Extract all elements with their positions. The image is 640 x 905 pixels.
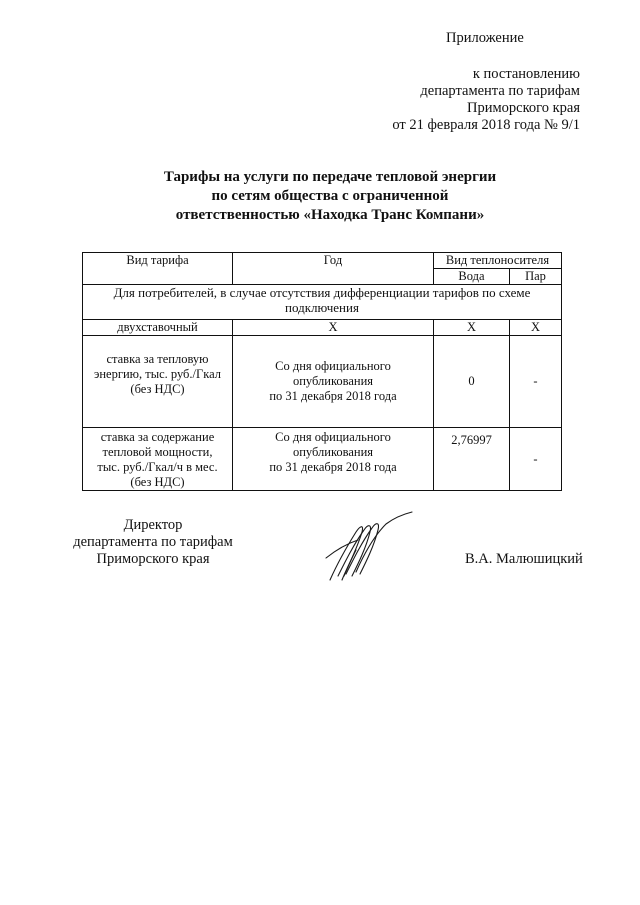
rate-name-cell [83,336,233,428]
period-line: опубликования [292,445,374,459]
two-rate-cell: Х [510,320,562,336]
group-label: Для потребителей, в случае отсутствия дифференциации тарифов по схеме подключения [83,285,562,320]
table-header-row [83,253,562,269]
two-rate-cell: Х [233,320,434,336]
position-line: Приморского края [96,551,210,567]
tariff-table [82,252,562,491]
signatory-position [60,517,246,568]
steam-value [510,428,562,491]
period-line: опубликования [292,374,374,388]
position-line: департамента по тарифам [73,534,233,550]
rate-name-line: ставка за содержание [100,430,215,444]
water-value: 0 [434,336,510,428]
rate-name-cell [83,428,233,491]
header-steam: Пар [510,269,562,285]
water-value-text: 2,76997 [451,433,492,447]
header-water: Вода [434,269,510,285]
signatory-name: В.А. Малюшицкий [465,551,583,567]
table-row [83,336,562,428]
heading-line: Тарифы на услуги по передаче тепловой энергии [163,169,497,185]
annex-line: от 21 февраля 2018 года № 9/1 [392,117,580,133]
header-tariff-type: Вид тарифа [83,253,233,285]
period-line: по 31 декабря 2018 года [269,460,397,474]
heading-line: ответственностью «Находка Транс Компани» [175,207,485,223]
period-line: Со дня официального [275,359,391,373]
header-year: Год [233,253,434,285]
rate-name-line: (без НДС) [130,382,185,396]
heading-line: по сетям общества с ограниченной [211,188,449,204]
annex-reference [380,66,580,134]
group-row [83,285,562,320]
document-heading [60,168,600,225]
period-line: Со дня официального [275,430,391,444]
steam-value: - [510,336,562,428]
period-cell [233,336,434,428]
rate-name-line: тепловой мощности, [102,445,213,459]
two-rate-cell: Х [434,320,510,336]
annex-line: Приморского края [466,100,580,116]
annex-line: к постановлению [472,66,580,82]
annex-line: департамента по тарифам [420,83,580,99]
position-line: Директор [123,517,183,533]
header-carrier: Вид теплоносителя [434,253,562,269]
annex-title: Приложение [446,30,524,46]
period-line: по 31 декабря 2018 года [269,389,397,403]
rate-name-line: (без НДС) [130,475,185,489]
rate-name-line: ставка за тепловую [106,352,209,366]
two-rate-row [83,320,562,336]
rate-name-line: энергию, тыс. руб./Гкал [93,367,222,381]
rate-name-line: тыс. руб./Гкал/ч в мес. [97,460,218,474]
two-rate-label: двухставочный [83,320,233,336]
handwritten-signature [316,510,420,586]
table-row [83,428,562,491]
water-value [434,428,510,491]
steam-value-text: - [533,451,538,466]
period-cell [233,428,434,491]
